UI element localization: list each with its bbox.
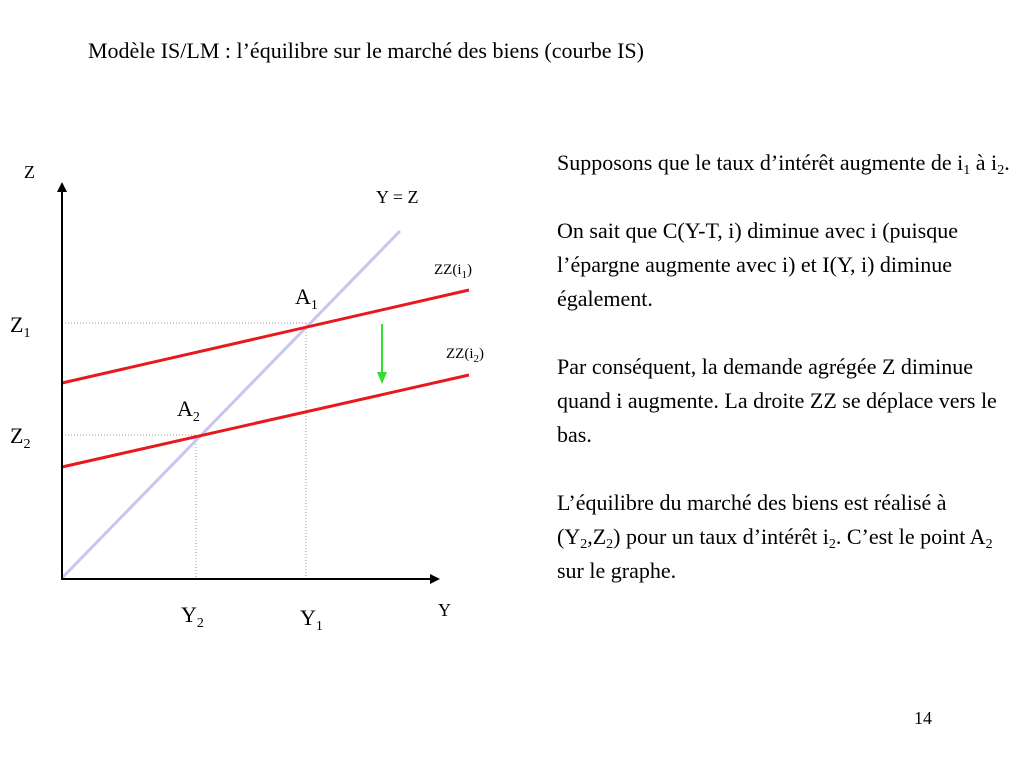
z1-label: $Z_1$: [10, 312, 31, 341]
zz-line-i2: [62, 375, 469, 467]
paragraph-consumption-investment: On sait que C(Y-T, i) diminue avec i (puisque l’épargne augmente avec i) et I(Y, i) diminue également.: [557, 218, 958, 311]
shift-down-arrowhead: [377, 372, 387, 384]
y1-label: $Y_1$: [300, 605, 323, 634]
zz1-label: $ZZ(i_1)$: [434, 262, 472, 281]
paragraph-equilibrium: L’équilibre du marché des biens est réalisé à $(Y_2,Z_2)$ pour un taux d’intérêt $i_2$. C’est le point $A_2$ sur le graphe.: [557, 490, 993, 583]
point-a1-label: $A_1$: [295, 284, 318, 313]
y-axis-label: Z: [24, 162, 35, 182]
line-45-degree: [62, 231, 400, 578]
point-a2-label: $A_2$: [177, 396, 200, 425]
paragraph-demand-shift: Par conséquent, la demande agrégée Z diminue quand i augmente. La droite ZZ se déplace vers le bas.: [557, 354, 997, 447]
x-axis-label: Y: [438, 600, 451, 620]
z2-label: $Z_2$: [10, 423, 31, 452]
paragraph-rate-increase: Supposons que le taux d’intérêt augmente de $i_1$ à $i_2$.: [557, 150, 1010, 178]
explanation-text: [557, 146, 1012, 588]
y2-label: $Y_2$: [181, 602, 204, 631]
page-number: 14: [914, 708, 932, 728]
slide-title: Modèle IS/LM : l’équilibre sur le marché des biens (courbe IS): [88, 38, 644, 63]
line-45-label: Y = Z: [376, 187, 419, 207]
zz2-label: $ZZ(i_2)$: [446, 346, 484, 365]
